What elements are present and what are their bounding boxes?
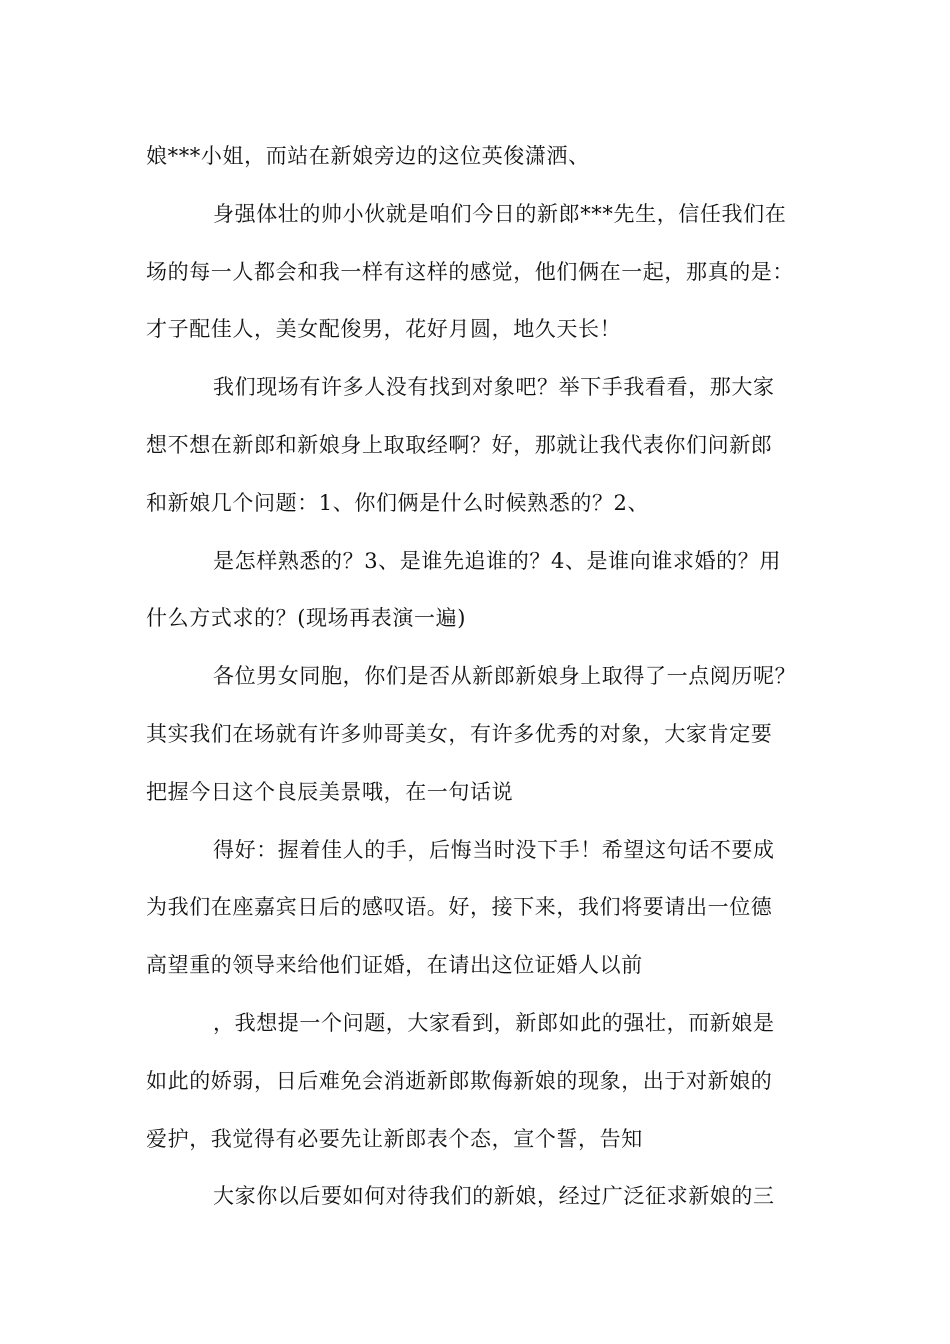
text-line: 想不想在新郎和新娘身上取取经啊？好，那就让我代表你们问新郎	[146, 432, 773, 457]
text-line: 和新娘几个问题：1、你们俩是什么时候熟悉的？2、	[146, 490, 650, 515]
text-line: 得好：握着佳人的手，后悔当时没下手！希望这句话不要成	[213, 837, 775, 862]
text-line: 身强体壮的帅小伙就是咱们今日的新郎***先生，信任我们在	[213, 201, 787, 226]
document-body	[146, 128, 821, 1226]
text-line: 如此的娇弱，日后难免会消逝新郎欺侮新娘的现象，出于对新娘的	[146, 1068, 773, 1093]
text-line: 爱护，我觉得有必要先让新郎表个态，宣个誓，告知	[146, 1126, 643, 1151]
text-line: 大家你以后要如何对待我们的新娘，经过广泛征求新娘的三	[213, 1184, 775, 1209]
text-line: 娘***小姐，而站在新娘旁边的这位英俊潇洒、	[146, 144, 590, 168]
text-line: 我们现场有许多人没有找到对象吧？举下手我看看，那大家	[213, 375, 775, 400]
text-line: 场的每一人都会和我一样有这样的感觉，他们俩在一起，那真的是：	[146, 259, 794, 284]
text-line: 什么方式求的？(现场再表演一遍)	[146, 606, 466, 631]
text-line: 其实我们在场就有许多帅哥美女，有许多优秀的对象，大家肯定要	[146, 721, 773, 746]
text-line: 各位男女同胞，你们是否从新郎新娘身上取得了一点阅历呢？	[213, 664, 797, 689]
text-line: 把握今日这个良辰美景哦，在一句话说	[146, 779, 514, 804]
text-line: 是怎样熟悉的？3、是谁先追谁的？4、是谁向谁求婚的？用	[213, 548, 781, 573]
text-line: 为我们在座嘉宾日后的感叹语。好，接下来，我们将要请出一位德	[146, 895, 773, 920]
text-line: 高望重的领导来给他们证婚，在请出这位证婚人以前	[146, 953, 643, 978]
text-line: ，我想提一个问题，大家看到，新郎如此的强壮，而新娘是	[213, 1010, 775, 1035]
text-line: 才子配佳人，美女配俊男，花好月圆，地久天长！	[146, 317, 622, 342]
